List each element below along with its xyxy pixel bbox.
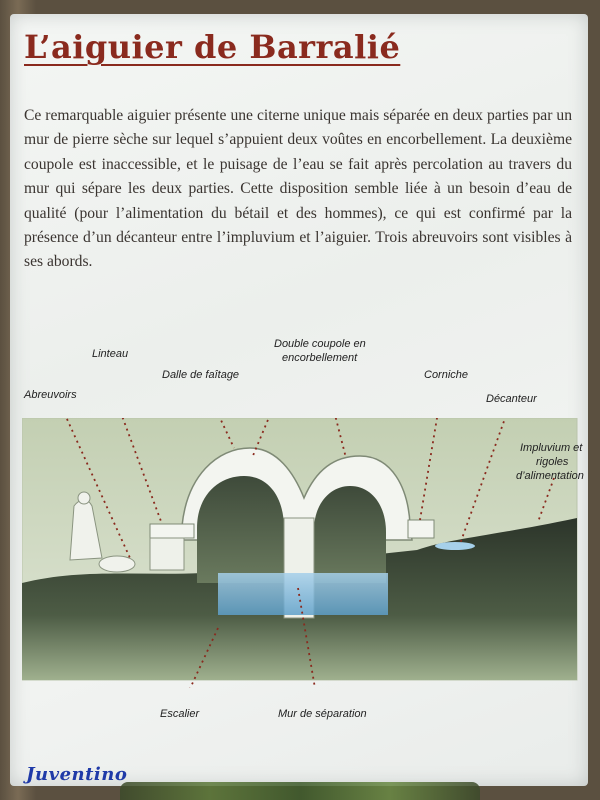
- label-dalle-de-faitage: Dalle de faîtage: [162, 369, 240, 381]
- cornice: [408, 520, 434, 538]
- sign-title: L’aiguier de Barralié: [24, 28, 401, 66]
- dome-chamber-right: [314, 486, 386, 583]
- shepherd-head: [78, 492, 90, 504]
- label-impluvium-line2: rigoles: [536, 456, 569, 468]
- sheep: [99, 556, 135, 572]
- label-linteau: Linteau: [92, 348, 129, 360]
- entrance-wall: [150, 538, 184, 570]
- label-impluvium-line3: d’alimentation: [516, 470, 584, 482]
- label-double-coupole-line1: Double coupole en: [274, 338, 366, 350]
- foreground-grass: [120, 782, 480, 800]
- label-mur-de-separation: Mur de séparation: [278, 708, 367, 720]
- cistern-illustration: [22, 418, 583, 688]
- label-decanteur: Décanteur: [486, 393, 537, 405]
- photographer-watermark: Juventino: [26, 764, 128, 785]
- label-double-coupole-line2: encorbellement: [282, 352, 358, 364]
- decanter-pool: [435, 542, 475, 550]
- label-abreuvoirs: Abreuvoirs: [24, 389, 77, 401]
- label-corniche: Corniche: [424, 369, 469, 381]
- lintel: [150, 524, 194, 538]
- label-impluvium-line1: Impluvium et: [520, 442, 583, 454]
- dome-chamber-left: [197, 476, 284, 583]
- water: [218, 573, 388, 615]
- sign-description: Ce remarquable aiguier présente une citerne unique mais séparée en deux parties par un mur de pierre sèche sur lequel s’appuient deux voûtes en encorbellement. La deuxième coupole est inaccessible, et le puisage de l’eau se fait après percolation au travers du mur qui sépare les deux parties. Cette disposition semble liée à un besoin d’eau de qualité (pour l’alimentation du bétail et des hommes), ce qui est confirmé par la présence d’un décanteur entre l’impluvium et l’aiguier. Trois abreuvoirs sont visibles à ses abords.: [24, 107, 572, 271]
- label-escalier: Escalier: [160, 708, 200, 720]
